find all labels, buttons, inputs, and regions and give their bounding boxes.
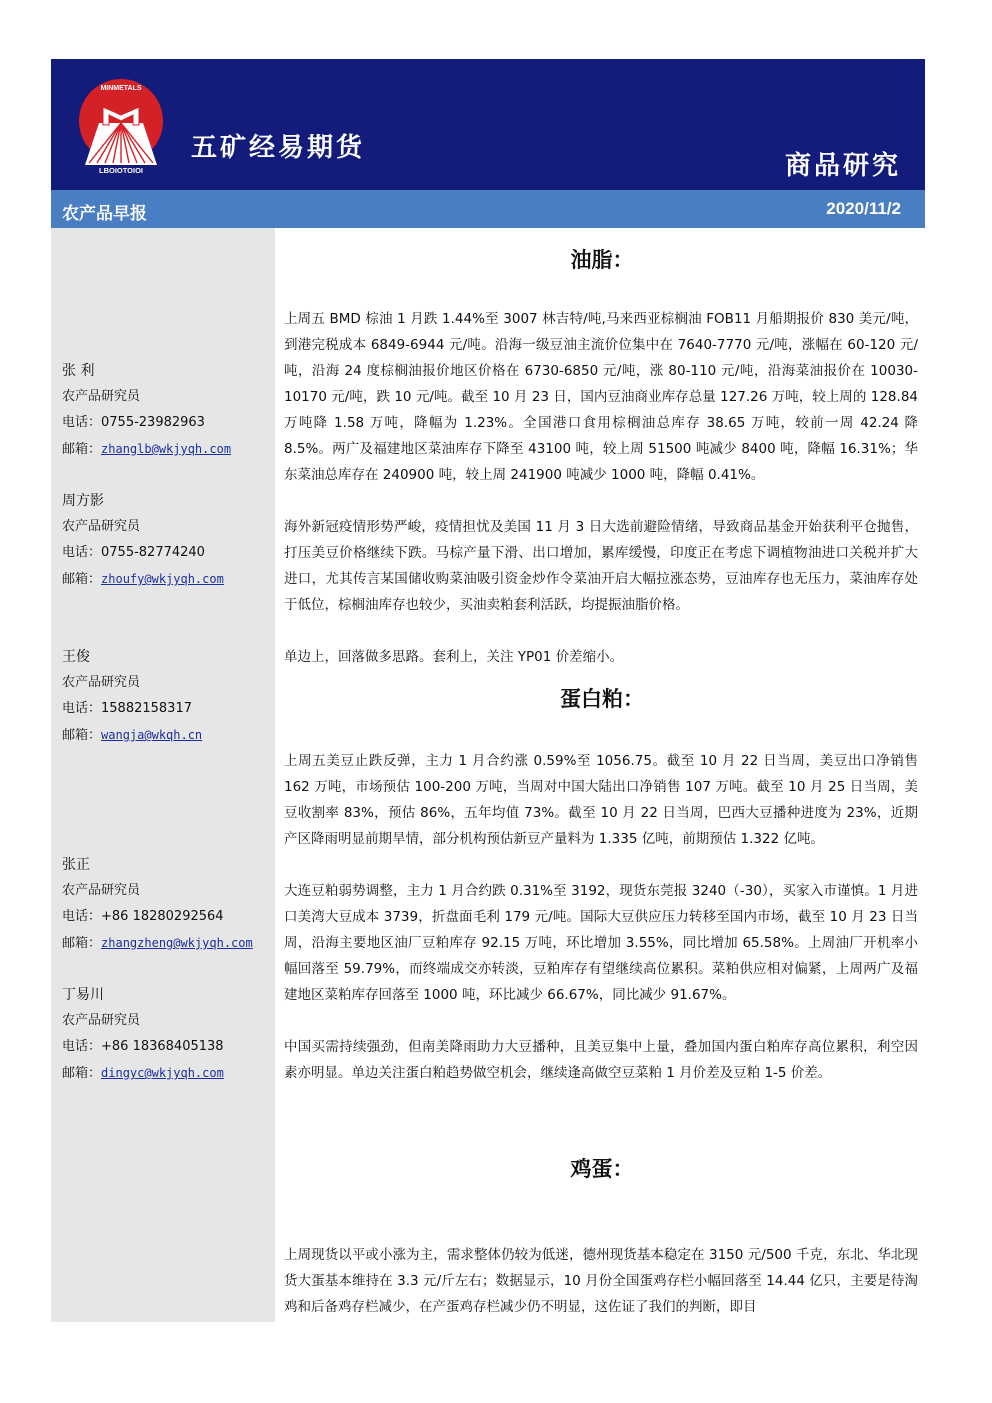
analyst-email-link[interactable]: zhanglb@wkjyqh.com <box>101 442 232 456</box>
company-name: 五矿经易期货 <box>191 133 366 163</box>
analyst-title: 农产品研究员 <box>62 389 141 404</box>
email-label: 邮箱： <box>62 728 102 743</box>
minmetals-logo <box>75 77 167 177</box>
report-title: 农产品早报 <box>62 204 147 224</box>
report-subheader <box>51 190 925 228</box>
analyst-phone: 电话：+86 18280292564 <box>62 909 224 924</box>
analyst-email-row <box>62 436 231 463</box>
analyst-sidebar <box>51 228 275 1322</box>
section-paragraph: 上周现货以平或小涨为主，需求整体仍较为低迷，德州现货基本稳定在 3150 元/500 千克，东北、华北现货大蛋基本维持在 3.3 元/斤左右；数据显示，10 月份全国蛋鸡存栏小幅回落至 14.44 亿只，主要是待淘鸡和后备鸡存栏减少，在产蛋鸡存栏减少仍不明显，这佐证了我们的判断，即目 <box>284 1247 918 1315</box>
section-title-oils: 油脂： <box>570 248 634 272</box>
section-paragraph: 中国买需持续强劲，但南美降雨助力大豆播种，且美豆集中上量，叠加国内蛋白粕库存高位累积，利空因素亦明显。单边关注蛋白粕趋势做空机会，继续逢高做空豆菜粕 1 月价差及豆粕 1-5 价差。 <box>284 1039 918 1081</box>
analyst-card <box>62 488 224 593</box>
section-paragraph: 大连豆粕弱势调整，主力 1 月合约跌 0.31%至 3192，现货东莞报 3240（-30），买家入市谨慎。1 月进口美湾大豆成本 3739，折盘面毛利 179 元/吨。国际大豆供应压力转移至国内市场，截至 10 月 23 日当周，沿海主要地区油厂豆粕库存 92.15 万吨，环比增加 3.55%，同比增加 65.58%。上周油厂开机率小幅回落至 59.79%，而终端成交亦转淡，豆粕库存有望继续高位累积。菜粕供应相对偏紧，上周两广及福建地区菜粕库存回落至 1000 吨，环比减少 66.67%，同比减少 91.67%。 <box>284 883 918 1003</box>
analyst-title: 农产品研究员 <box>62 675 141 690</box>
analyst-title: 农产品研究员 <box>62 1013 141 1028</box>
section-paragraph: 上周五美豆止跌反弹，主力 1 月合约涨 0.59%至 1056.75。截至 10 月 22 日当周，美豆出口净销售 162 万吨，市场预估 100-200 万吨，当周对中国大陆出口净销售 107 万吨。截至 10 月 25 日当周，美豆收割率 83%，预估 86%，五年均值 73%。截至 10 月 22 日当周，巴西大豆播种进度为 23%，近期产区降雨明显前期旱情，部分机构预估新豆产量料为 1.335 亿吨，前期预估 1.322 亿吨。 <box>284 753 918 847</box>
analyst-email-row <box>62 722 202 749</box>
analyst-email-row <box>62 1060 224 1087</box>
analyst-card <box>62 644 202 749</box>
analyst-name: 张正 <box>62 857 90 873</box>
section-title-meal: 蛋白粕： <box>560 687 644 711</box>
analyst-title: 农产品研究员 <box>62 519 141 534</box>
analyst-email-link[interactable]: dingyc@wkjyqh.com <box>101 1066 224 1080</box>
department-title: 商品研究 <box>784 151 901 181</box>
analyst-phone: 电话：+86 18368405138 <box>62 1039 224 1054</box>
analyst-name: 周方影 <box>62 493 104 509</box>
page-header <box>51 59 925 190</box>
analyst-title: 农产品研究员 <box>62 883 141 898</box>
analyst-email-row <box>62 566 224 593</box>
section-paragraph: 单边上，回落做多思路。套利上，关注 YP01 价差缩小。 <box>284 649 624 665</box>
analyst-name: 王俊 <box>62 649 90 665</box>
analyst-card <box>62 358 231 463</box>
logo-base-text: LBOIOTOIOI <box>98 166 144 175</box>
section-title-eggs: 鸡蛋： <box>570 1157 634 1181</box>
analyst-card <box>62 982 224 1087</box>
email-label: 邮箱： <box>62 572 102 587</box>
section-paragraph: 海外新冠疫情形势严峻，疫情担忧及美国 11 月 3 日大选前避险情绪，导致商品基金开始获利平仓抛售，打压美豆价格继续下跌。马棕产量下滑、出口增加，累库缓慢，印度正在考虑下调植物油进口关税并扩大进口，尤其传言某国储收购菜油吸引资金炒作令菜油开启大幅拉涨态势，豆油库存也无压力，菜油库存处于低位，棕榈油库存也较少，买油卖粕套利活跃，均提振油脂价格。 <box>284 519 918 613</box>
email-label: 邮箱： <box>62 936 102 951</box>
analyst-email-link[interactable]: zhoufy@wkjyqh.com <box>101 572 224 586</box>
analyst-email-row <box>62 930 253 957</box>
report-date: 2020/11/2 <box>826 199 901 218</box>
analyst-phone: 电话：0755-82774240 <box>62 545 205 560</box>
email-label: 邮箱： <box>62 442 102 457</box>
analyst-email-link[interactable]: wangja@wkqh.cn <box>101 728 203 742</box>
analyst-card <box>62 852 253 957</box>
analyst-phone: 电话：0755-23982963 <box>62 415 205 430</box>
analyst-name: 张 利 <box>62 363 95 379</box>
analyst-email-link[interactable]: zhangzheng@wkjyqh.com <box>101 936 253 950</box>
section-paragraph: 上周五 BMD 棕油 1 月跌 1.44%至 3007 林吉特/吨,马来西亚棕榈油 FOB11 月船期报价 830 美元/吨，到港完税成本 6849-6944 元/吨。沿海一级豆油主流价位集中在 7640-7770 元/吨，涨幅在 60-120 元/吨，沿海 24 度棕榈油报价地区价格在 6730-6850 元/吨，涨 80-110 元/吨，沿海菜油报价在 10030-10170 元/吨，跌 10 元/吨。截至 10 月 23 日，国内豆油商业库存总量 127.26 万吨，较上周的 128.84 万吨降 1.58 万吨，降幅为 1.23%。全国港口食用棕榈油总库存 38.65 万吨，较前一周 42.24 降 8.5%。两广及福建地区菜油库存下降至 43100 吨，较上周 51500 吨减少 8400 吨，降幅 16.31%；华东菜油总库存在 240900 吨，较上周 241900 吨减少 1000 吨，降幅 0.41%。 <box>284 311 918 483</box>
analyst-phone: 电话：15882158317 <box>62 701 192 716</box>
email-label: 邮箱： <box>62 1066 102 1081</box>
analyst-name: 丁易川 <box>62 987 104 1003</box>
logo-arc-text: MINMETALS <box>100 85 142 92</box>
